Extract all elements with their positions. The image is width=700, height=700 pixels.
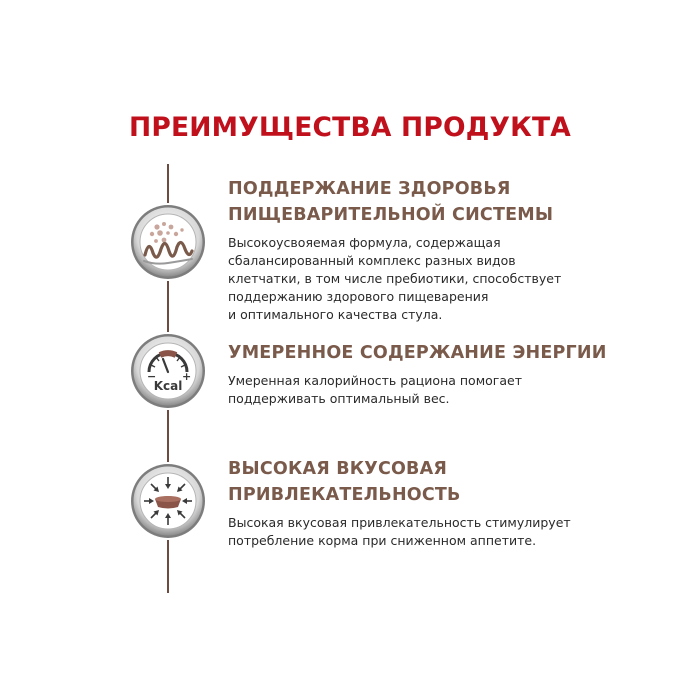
benefit-heading <box>228 340 668 366</box>
digestion-icon <box>129 203 207 281</box>
benefit-energy <box>228 340 668 408</box>
benefit-text-line: потребление корма при сниженном аппетите. <box>228 533 537 548</box>
svg-text:+: + <box>182 370 192 383</box>
benefit-description <box>228 514 668 550</box>
page-title: ПРЕИМУЩЕСТВА ПРОДУКТА <box>129 112 571 143</box>
benefit-heading-line: УМЕРЕННОЕ СОДЕРЖАНИЕ ЭНЕРГИИ <box>228 343 607 363</box>
benefit-heading <box>228 456 668 508</box>
benefit-description <box>228 234 668 324</box>
food-bowl-icon <box>129 462 207 540</box>
kcal-label: Kcal <box>153 379 183 393</box>
benefit-text-line: Умеренная калорийность рациона помогает <box>228 373 522 388</box>
benefit-heading-line: ВЫСОКАЯ ВКУСОВАЯ <box>228 459 448 479</box>
benefit-text-line: и оптимального качества стула. <box>228 307 443 322</box>
svg-text:−: − <box>147 370 157 383</box>
benefit-description <box>228 372 668 408</box>
benefit-text-line: поддерживать оптимальный вес. <box>228 391 450 406</box>
benefit-heading <box>228 176 668 228</box>
benefit-heading-line: ПРИВЛЕКАТЕЛЬНОСТЬ <box>228 485 461 505</box>
benefit-heading-line: ПОДДЕРЖАНИЕ ЗДОРОВЬЯ <box>228 179 511 199</box>
benefit-text-line: Высокоусвояемая формула, содержащая <box>228 235 501 250</box>
benefit-palatability <box>228 456 668 550</box>
kcal-gauge-icon <box>129 332 207 410</box>
benefit-text-line: сбалансированный комплекс разных видов <box>228 253 516 268</box>
benefit-text-line: Высокая вкусовая привлекательность стимулирует <box>228 515 571 530</box>
benefit-digestion <box>228 176 668 324</box>
benefit-text-line: клетчатки, в том числе пребиотики, способствует <box>228 271 562 286</box>
benefit-heading-line: ПИЩЕВАРИТЕЛЬНОЙ СИСТЕМЫ <box>228 205 554 225</box>
benefit-text-line: поддержанию здорового пищеварения <box>228 289 489 304</box>
